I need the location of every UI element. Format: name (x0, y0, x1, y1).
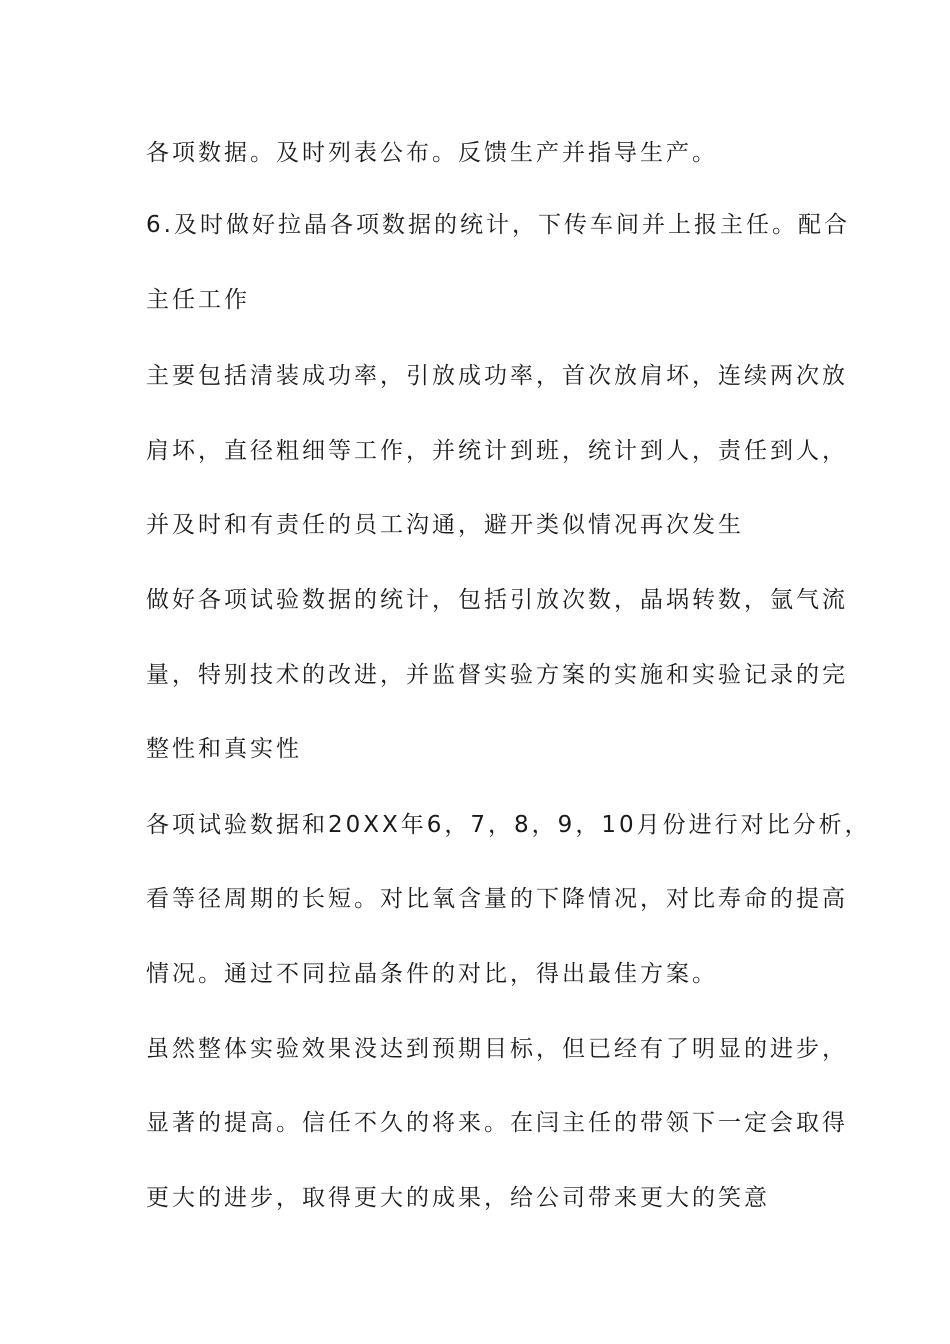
text-line: 各项数据。及时列表公布。反馈生产并指导生产。 (146, 140, 718, 166)
text-line: 并及时和有责任的员工沟通，避开类似情况再次发生 (146, 512, 744, 538)
text-line: 量，特别技术的改进，并监督实验方案的实施和实验记录的完 (146, 662, 848, 688)
text-line: 虽然整体实验效果没达到预期目标，但已经有了明显的进步， (146, 1036, 848, 1062)
text-line: 更大的进步，取得更大的成果，给公司带来更大的笑意 (146, 1185, 770, 1211)
text-line: 主要包括清装成功率，引放成功率，首次放肩坏，连续两次放 (146, 363, 848, 389)
text-line: 看等径周期的长短。对比氧含量的下降情况，对比寿命的提高 (146, 886, 848, 912)
text-line: 显著的提高。信任不久的将来。在闫主任的带领下一定会取得 (146, 1110, 848, 1136)
text-line: 主任工作 (146, 287, 250, 313)
text-line: 各项试验数据和20XX年6，7，8，9，10月份进行对比分析， (146, 812, 871, 838)
text-line: 6.及时做好拉晶各项数据的统计，下传车间并上报主任。配合 (146, 212, 850, 238)
text-line: 情况。通过不同拉晶条件的对比，得出最佳方案。 (146, 961, 718, 987)
text-line: 肩坏，直径粗细等工作，并统计到班，统计到人，责任到人， (146, 438, 848, 464)
text-line: 做好各项试验数据的统计，包括引放次数，晶埚转数，氩气流 (146, 587, 848, 613)
text-line: 整性和真实性 (146, 736, 302, 762)
